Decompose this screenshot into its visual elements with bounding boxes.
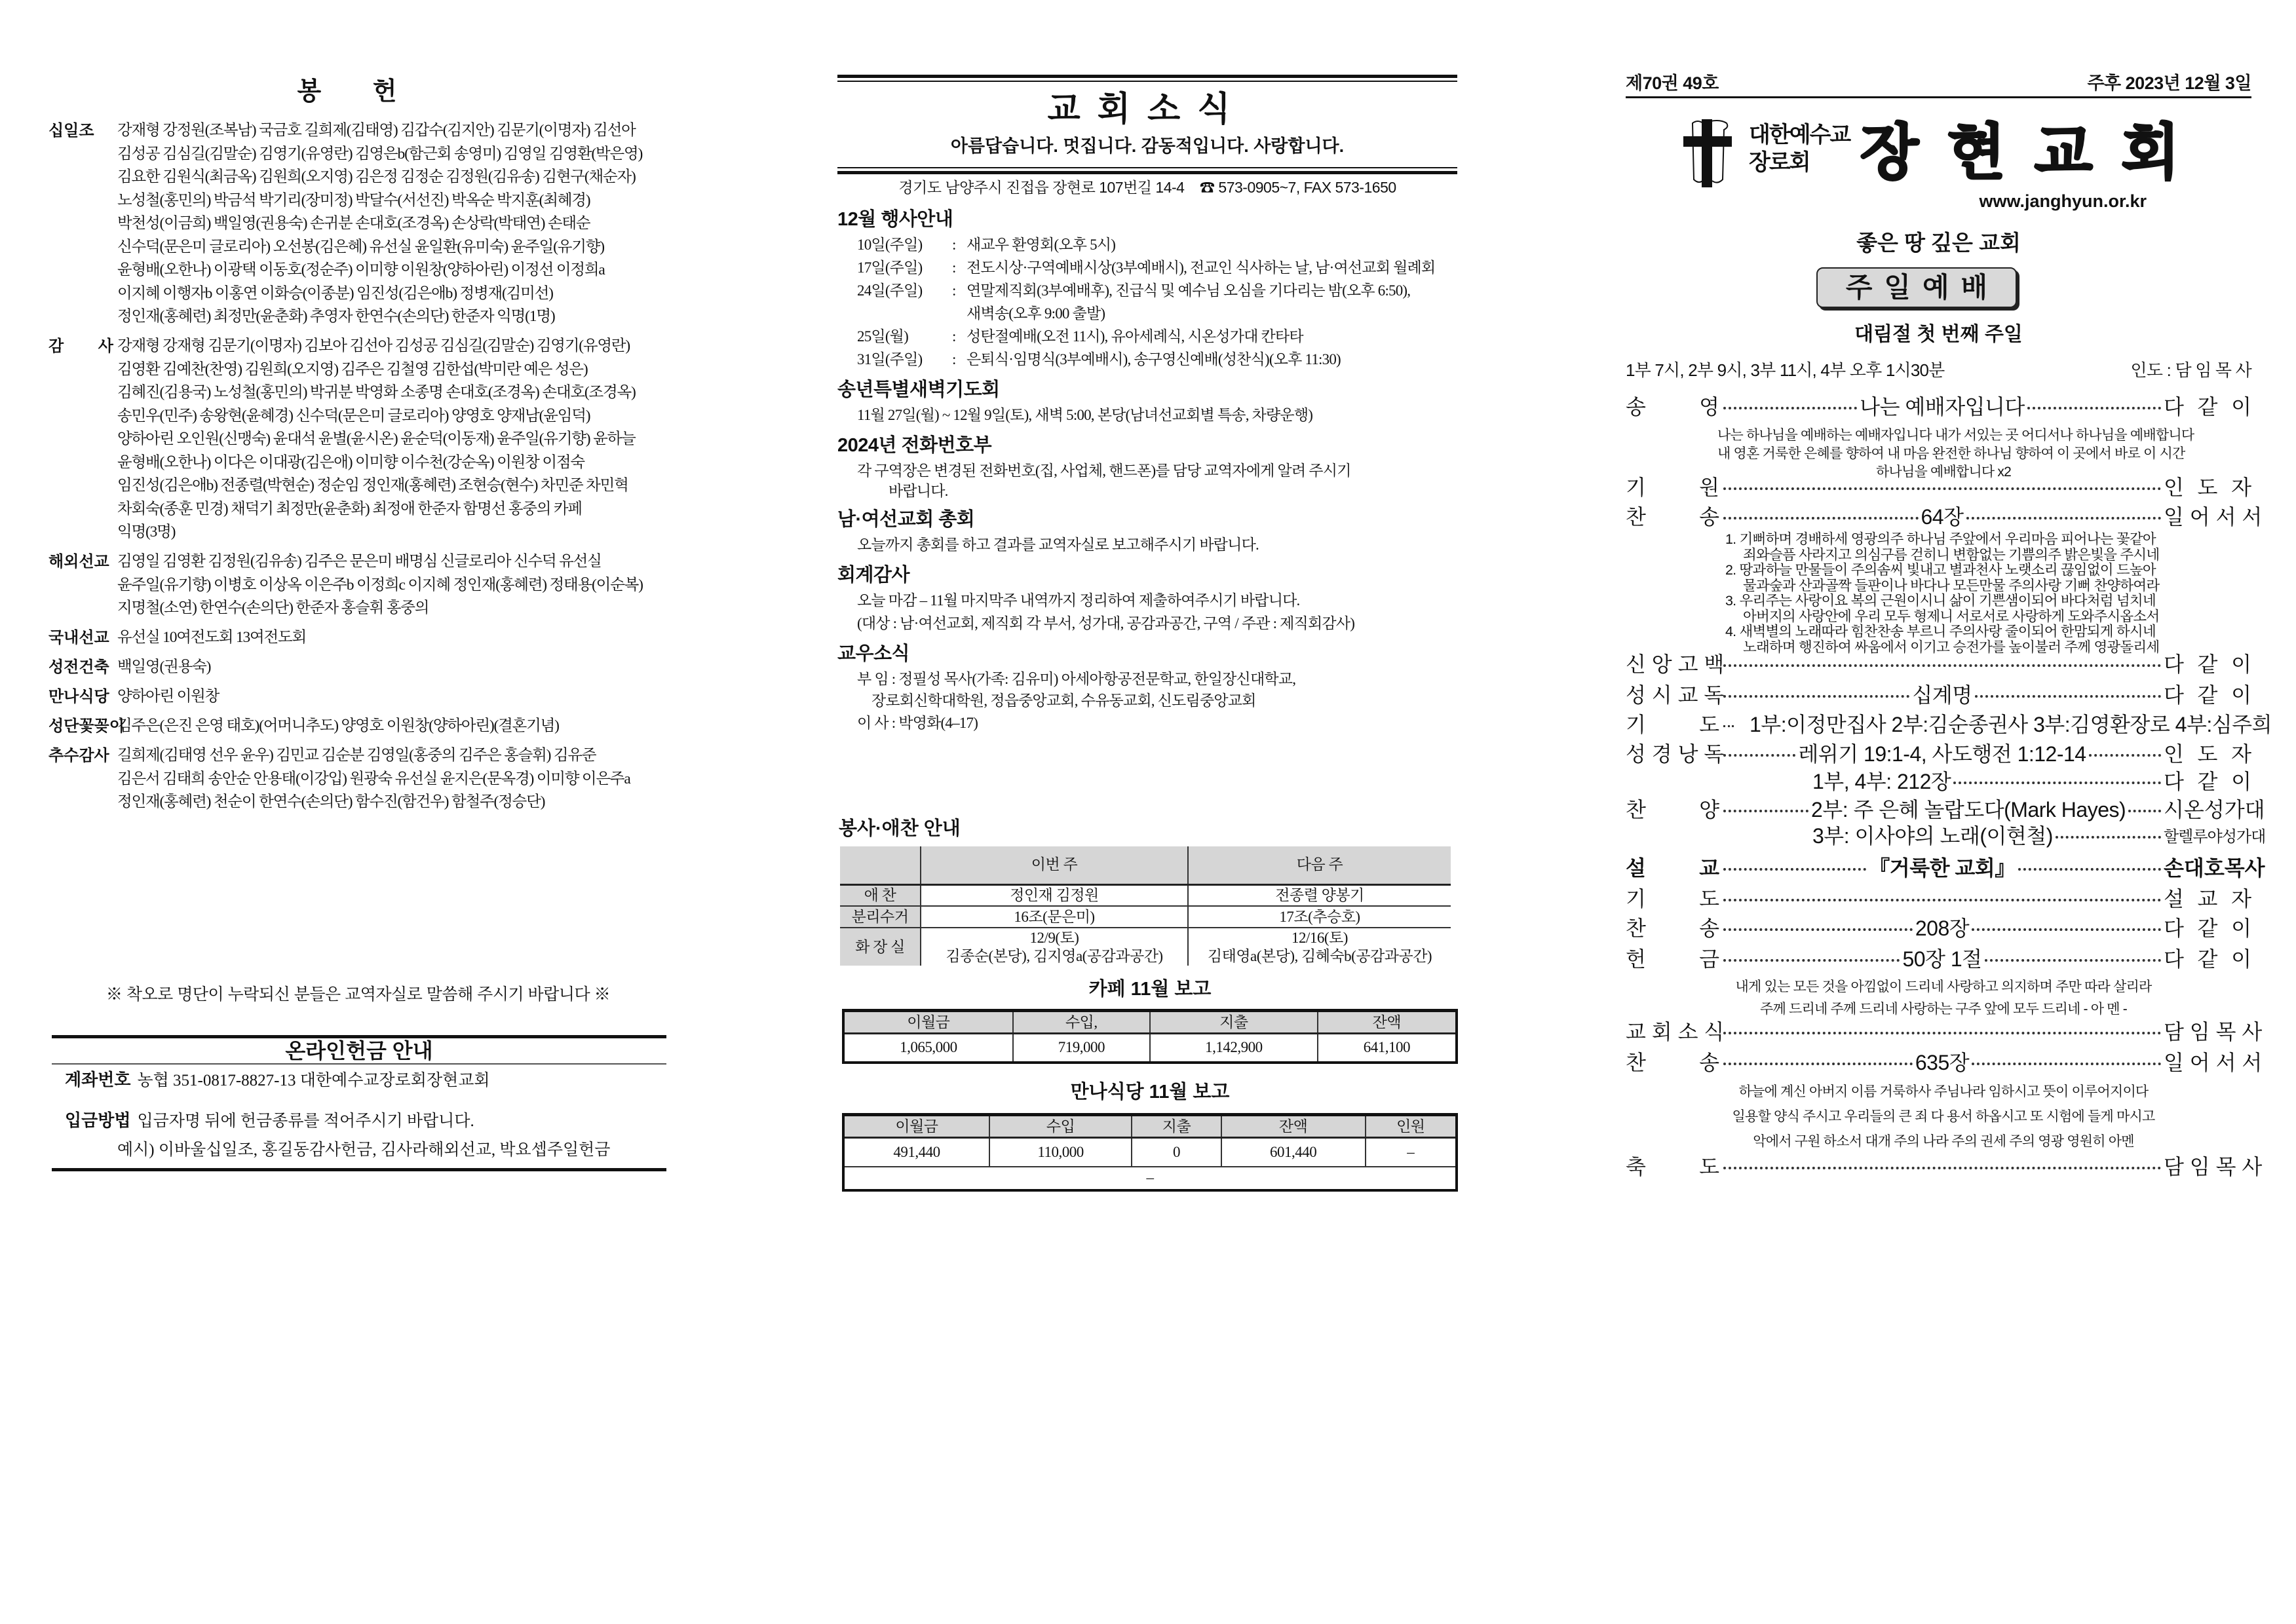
offerings-list [48, 119, 668, 814]
account-label: 계좌번호 [65, 1070, 131, 1089]
offering-category-label: 국내선교 [48, 629, 109, 647]
member-news-item: 장로회신학대학원, 정읍중앙교회, 수유동교회, 신도림중앙교회 [871, 692, 1256, 709]
offering-donors [117, 335, 668, 544]
report-header: 인원 [1366, 1115, 1457, 1138]
hymn-lyrics [1725, 532, 2177, 655]
event-item [837, 348, 1457, 371]
donor-line: 박천성(이금희) 백일영(권용숙) 손귀분 손대호(조경옥) 손상락(박태연) 손태순 [117, 215, 590, 232]
audit-heading: 회계감사 [837, 565, 910, 586]
church-logo [1678, 113, 2209, 195]
offering-donors [117, 656, 668, 679]
church-website-link[interactable]: www.janghyun.or.kr [1979, 191, 2147, 211]
worship-item-leader: 인 도 자 [2164, 742, 2251, 766]
offering-category [48, 626, 668, 650]
church-phone: ☎ 573-0905~7, FAX 573-1650 [1200, 179, 1396, 196]
dotted-leader [1723, 959, 1900, 962]
worship-item-detail [1721, 765, 2164, 795]
service-assignee-cell [921, 928, 1188, 966]
dotted-leader [1953, 782, 2161, 784]
donor-line: 김영일 김영환 김정원(김유송) 김주은 문은미 배명심 신글로리아 신수덕 유선실 [117, 553, 602, 570]
audit-note: (대상 : 남·여선교회, 제직회 각 부서, 성가대, 공감과공간, 구역 / 주관 : 제직회감사) [857, 615, 1355, 632]
donor-line: 강재형 강재형 김문기(이명자) 김보아 김선아 김성공 김심길(김말순) 김영기(유영란) [117, 337, 630, 354]
dotted-leader [1723, 695, 1909, 698]
worship-order-item [1626, 883, 2251, 912]
logo-church-name: 장현교회 [1860, 119, 2209, 186]
event-date: 25일(월) [857, 328, 908, 345]
hymn-verse-line: 1. 기뻐하며 경배하세 영광의주 하나님 주앞에서 우리마음 피어나는 꽃같아 [1725, 531, 2156, 547]
service-name-badge: 주일예배 [1816, 267, 2017, 308]
offering-category [48, 715, 668, 738]
worship-item-detail [1721, 708, 2272, 738]
donor-line: 백일영(권용숙) [117, 658, 211, 675]
service-table-header: 다음 주 [1188, 846, 1451, 884]
account-number: 농협 351-0817-8827-13 대한예수교장로회장현교회 [137, 1072, 490, 1089]
cafe-report-title: 카페 11월 보고 [1088, 979, 1212, 1000]
manna-report-table [842, 1113, 1458, 1192]
hymn-verse-line: 아버지의 사랑안에 우리 모두 형제니 서로서로 사랑하게 도와주시옵소서 [1743, 608, 2160, 624]
worship-order-item [1626, 738, 2251, 767]
event-text: 전도시상·구역예배시상(3부예배시), 전교인 식사하는 날, 남·여선교회 월례회 [966, 259, 1436, 276]
dawn-prayer-heading: 송년특별새벽기도회 [837, 379, 1000, 400]
worship-item-leader: 다 같 이 [2164, 947, 2251, 971]
worship-item-leader: 다 같 이 [2164, 683, 2251, 707]
worship-item-label: 기 도 [1626, 887, 1719, 911]
report-header: 지출 [1132, 1115, 1221, 1138]
worship-item-leader: 설 교 자 [2164, 887, 2251, 911]
divider [837, 167, 1457, 168]
worship-order-item [1626, 501, 2263, 530]
worship-item-leader: 담 임 목 사 [2164, 1020, 2263, 1044]
offering-category [48, 119, 668, 329]
worship-order-section [1626, 0, 2272, 1624]
worship-item-leader: 할렐루야성가대 [2164, 827, 2266, 846]
worship-item-detail [1721, 894, 2164, 901]
lyrics-line: 하늘에 계신 아버지 이름 거룩하사 주님나라 임하시고 뜻이 이루어지이다 [1738, 1084, 2149, 1099]
worship-item-detail [1721, 500, 2164, 531]
worship-item-label: 성 경 낭 독 [1626, 742, 1725, 766]
offering-category-label: 십일조 [48, 122, 94, 140]
donor-line: 김성공 김심길(김말순) 김영기(유영란) 김영은b(함근회 송영미) 김영일 김영환(박은영) [117, 145, 643, 162]
donor-line: 노성철(홍민의) 박금석 박기리(장미정) 박달수(서선진) 박옥순 박지훈(최혜경) [117, 191, 590, 209]
divider [52, 1063, 666, 1065]
donor-line: 윤형배(오한나) 이광택 이동호(정순주) 이미향 이원창(양하아린) 이정선 이정희a [117, 261, 605, 278]
service-times-row [1626, 357, 2251, 381]
donor-line: 양하아린 오인원(신맹숙) 윤대석 윤별(윤시온) 윤순덕(이동재) 윤주일(유기향) 윤하늘 [117, 430, 636, 447]
worship-item-detail [1721, 659, 2164, 667]
service-table-row [840, 906, 1451, 928]
donor-line: 익명(3명) [117, 523, 176, 540]
offering-donors [117, 744, 668, 814]
worship-item-detail [1721, 1046, 2164, 1076]
worship-item-label: 기 원 [1626, 476, 1719, 499]
lyrics-line: 주께 드리네 주께 드리네 사랑하는 구주 앞에 모두 드리네 - 아 멘 - [1760, 1002, 2127, 1017]
dotted-leader [1985, 959, 2161, 962]
donor-line: 정인재(홍혜련) 최정만(윤춘화) 추영자 한연수(손의단) 한준자 익명(1명) [117, 308, 555, 325]
event-text: 성탄절예배(오전 11시), 유아세례식, 시온성가대 칸타타 [966, 328, 1303, 345]
offering-category-label: 추수감사 [48, 747, 109, 765]
divider [52, 1168, 666, 1171]
report-value: 641,100 [1318, 1034, 1457, 1063]
offering-donors [117, 550, 668, 620]
service-table-row [840, 928, 1451, 966]
offering-donors [117, 626, 668, 650]
lyrics-line: 일용할 양식 주시고 우리들의 큰 죄 다 용서 하옵시고 또 시험에 들게 마시고 [1732, 1109, 2155, 1124]
dotted-leader [1972, 928, 2161, 931]
separator: : [952, 351, 956, 368]
report-header: 이월금 [843, 1011, 1013, 1034]
offering-donors [117, 715, 668, 738]
dawn-prayer-text: 11월 27일(월) ~ 12월 9일(토), 새벽 5:00, 본당(남녀선교회별 특송, 차량운행) [857, 407, 1313, 423]
event-text-cont: 새벽송(오후 9:00 출발) [966, 305, 1105, 322]
worship-item-title: 64장 [1921, 505, 1964, 529]
service-role-label: 화 장 실 [840, 928, 921, 966]
donor-line: 길희제(김태영 선우 윤우) 김민교 김순분 김영일(홍중의 김주은 홍슬휘) 김유준 [117, 747, 596, 764]
worship-item-detail [1721, 390, 2164, 421]
report-value: 1,065,000 [843, 1034, 1013, 1063]
offerings-title: 봉 헌 [297, 78, 419, 105]
lyrics-line: 악에서 구원 하소서 대개 주의 나라 주의 권세 주의 영광 영원히 아멘 [1753, 1134, 2134, 1149]
donor-line: 강재형 강정원(조복남) 국금호 길희제(김태영) 김갑수(김지안) 김문기(이명자) 김선아 [117, 122, 636, 139]
worship-item-leader: 다 같 이 [2164, 916, 2251, 940]
service-table [840, 846, 1451, 966]
service-assignee: 12/16(토) [1292, 929, 1348, 946]
worship-item-label: 찬 양 [1626, 798, 1719, 821]
donor-line: 김영환 김예찬(찬영) 김원희(오지영) 김주은 김철영 김한섭(박미란 예은 성은) [117, 360, 588, 378]
worship-item-detail [1721, 482, 2164, 490]
method-text: 입금자명 뒤에 헌금종류를 적어주시기 바랍니다. [137, 1112, 474, 1130]
donor-line: 윤주일(유기향) 이병호 이상옥 이은주b 이정희c 이지혜 정인재(홍혜련) 정태용(이순복) [117, 576, 643, 594]
service-assignee-cell [1188, 884, 1451, 906]
worship-item-title: 나는 예배자입니다 [1860, 395, 2025, 419]
dotted-leader [1723, 899, 2161, 901]
donor-line: 송민우(민주) 송왕현(윤혜경) 신수덕(문은미 글로리아) 양영호 양재남(윤임덕) [117, 407, 590, 425]
dotted-leader [1723, 1032, 2161, 1034]
method-label: 입금방법 [65, 1110, 131, 1130]
worship-order-item [1626, 1047, 2263, 1076]
church-address: 경기도 남양주시 진접읍 장현로 107번길 14-4 [898, 179, 1185, 196]
donor-line: 신수덕(문은미 글로리아) 오선봉(김은혜) 유선실 윤일환(유미숙) 윤주일(유기향) [117, 238, 604, 255]
service-assignee: 김종순(본당), 김지영a(공감과공간) [946, 947, 1163, 964]
dotted-leader [1723, 725, 1734, 727]
worship-item-leader: 담 임 목 사 [2164, 1155, 2263, 1179]
member-news-heading: 교우소식 [837, 643, 910, 664]
dotted-leader [2056, 836, 2161, 839]
event-text: 연말제직회(3부예배후), 진급식 및 예수님 오심을 기다리는 밤(오후 6:50), [966, 282, 1411, 299]
dotted-leader [1972, 1063, 2161, 1065]
member-news-item: 이 사 : 박영화(4–17) [857, 715, 978, 731]
service-assignee: 12/9(토) [1029, 929, 1079, 946]
worship-item-text: 1부, 4부: 212장 [1812, 770, 1951, 793]
event-item [837, 325, 1457, 348]
report-header: 수입 [989, 1115, 1132, 1138]
hymn-verse-line: 2. 땅과하늘 만물들이 주의솜씨 빛내고 별과천사 노랫소리 끊임없이 드높아 [1725, 562, 2156, 578]
donor-line: 지명철(소연) 한연수(손의단) 한준자 홍슬휘 홍중의 [117, 599, 429, 616]
worship-order-item [1626, 709, 2272, 738]
bulletin-header [1626, 69, 2251, 98]
offering-category-label: 만나식당 [48, 688, 109, 706]
manna-report-title: 만나식당 11월 보고 [1070, 1082, 1230, 1103]
donor-line: 정인재(홍혜련) 천순이 한연수(손의단) 함수진(함건우) 함철주(정승단) [117, 793, 545, 810]
assembly-heading: 남·여선교회 총회 [837, 509, 975, 530]
report-value: 0 [1132, 1138, 1221, 1167]
dotted-leader [1966, 517, 2162, 519]
dotted-leader [1723, 928, 1913, 931]
report-value: 110,000 [989, 1138, 1132, 1167]
dotted-leader [1723, 810, 1808, 812]
service-role-label: 애 찬 [840, 884, 921, 906]
manna-note: – [843, 1167, 1457, 1190]
offering-category [48, 335, 668, 544]
service-assignee: 전종렬 양봉기 [1275, 886, 1364, 903]
worship-item-title: 레위기 19:1-4, 사도행전 1:12-14 [1798, 742, 2086, 766]
service-times: 1부 7시, 2부 9시, 3부 11시, 4부 오후 1시30분 [1626, 360, 1945, 380]
report-header: 잔액 [1318, 1011, 1457, 1034]
donor-line: 이지혜 이행자b 이홍연 이화승(이종분) 임진성(김은애b) 정병재(김미선) [117, 284, 553, 302]
worship-item-detail [1721, 820, 2164, 850]
event-item [837, 279, 1457, 302]
worship-item-leader: 다 같 이 [2164, 770, 2251, 793]
worship-order-item [1626, 679, 2251, 708]
service-table-header [840, 846, 921, 884]
offering-donors [117, 685, 668, 709]
offering-category [48, 550, 668, 620]
service-table-header: 이번 주 [921, 846, 1188, 884]
report-header: 수입, [1013, 1011, 1150, 1034]
worship-order-item [1626, 391, 2251, 420]
hymn-verse-line: 죄와슬픔 사라지고 의심구름 걷히니 변함없는 기쁨의주 밝은빛을 주시네 [1743, 546, 2160, 563]
worship-item-title: 『거룩한 교회』 [1869, 856, 2016, 880]
report-header: 이월금 [843, 1115, 989, 1138]
worship-item-label: 찬 송 [1626, 505, 1719, 529]
worship-item-detail [1721, 852, 2164, 882]
bulletin-date: 주후 2023년 12월 3일 [2087, 73, 2251, 93]
cross-scroll-icon [1678, 117, 1737, 189]
worship-item-title: 635장 [1915, 1051, 1970, 1074]
worship-item-detail [1721, 912, 2164, 942]
worship-item-leader: 다 같 이 [2164, 395, 2251, 419]
dotted-leader [1723, 754, 1795, 757]
divider [837, 81, 1457, 82]
news-title: 교회소식 [1047, 90, 1248, 128]
service-role-label: 분리수거 [840, 906, 921, 928]
worship-order-item [1626, 649, 2251, 677]
dotted-leader [1723, 1167, 2161, 1169]
phonebook-text-cont: 바랍니다. [889, 483, 948, 499]
report-value: 491,440 [843, 1138, 989, 1167]
dotted-leader [1723, 487, 2161, 490]
report-value: 1,142,900 [1150, 1034, 1318, 1063]
phonebook-text: 각 구역장은 변경된 전화번호(집, 사업체, 핸드폰)를 담당 교역자에게 알려 주시기 [857, 463, 1351, 479]
lyrics-line: 하나님을 예배합니다 x2 [1875, 464, 2012, 480]
worship-item-label: 송 영 [1626, 395, 1719, 419]
lyrics-line: 내 영혼 거룩한 은혜를 향하여 내 마음 완전한 하나님 향하여 이 곳에서 바로 이 시간 [1717, 446, 2185, 461]
donor-line: 김주은(은진 은영 태호)(어머니추도) 양영호 이원창(양하아린)(결혼기념) [117, 717, 559, 734]
worship-item-title: 십계명 [1912, 683, 1972, 707]
service-assignee: 정인재 김정원 [1010, 886, 1099, 903]
hymn-verse-line: 3. 우리주는 사랑이요 복의 근원이시니 삶이 기쁜샘이되어 바다처럼 넘치네 [1725, 593, 2156, 609]
event-text: 새교우 환영회(오후 5시) [966, 236, 1116, 253]
dotted-leader [1723, 517, 1919, 519]
church-address-line [837, 174, 1457, 200]
donor-line: 양하아린 이원창 [117, 688, 220, 705]
event-date: 17일(주일) [857, 259, 923, 276]
dotted-leader [1723, 407, 1857, 409]
volume-number: 제70권 49호 [1626, 73, 1719, 93]
donor-line: 윤형배(오한나) 이다은 이대광(김은애) 이미향 이수천(강순옥) 이원창 이점숙 [117, 453, 584, 471]
worship-item-title: 208장 [1915, 916, 1970, 940]
service-table-title: 봉사·애찬 안내 [839, 818, 961, 839]
divider [1626, 96, 2251, 98]
event-item [837, 233, 1457, 256]
service-table-row [840, 884, 1451, 906]
service-assignee-cell [1188, 906, 1451, 928]
offering-category [48, 744, 668, 814]
event-date: 10일(주일) [857, 236, 923, 253]
church-motto: 좋은 땅 깊은 교회 [1856, 231, 2021, 255]
worship-item-leader: 일 어 서 서 [2164, 1051, 2263, 1074]
donor-line: 유선실 10여전도회 13여전도회 [117, 629, 307, 646]
worship-order-item [1626, 794, 2265, 823]
donor-line: 김요한 김원식(최금옥) 김원희(오지영) 김은정 김정순 김정원(김유송) 김현구(채순자) [117, 168, 636, 185]
dotted-leader [1723, 664, 2161, 667]
donor-line: 차회숙(종훈 민경) 채덕기 최정만(윤춘화) 최정애 한준자 함명선 홍중의 카페 [117, 500, 582, 518]
worship-item-label: 교 회 소 식 [1626, 1020, 1725, 1044]
worship-item-leader: 일 어 서 서 [2164, 505, 2263, 529]
worship-item-detail [1721, 1027, 2164, 1034]
assembly-text: 오늘까지 총회를 하고 결과를 교역자실로 보고해주시기 바랍니다. [857, 537, 1259, 553]
worship-order-item [1626, 472, 2251, 500]
offering-category [48, 656, 668, 679]
hymn-verse-line: 노래하며 행진하여 싸움에서 이기고 승전가를 높이불러 주께 영광돌리세 [1743, 639, 2160, 655]
worship-order-item [1626, 943, 2251, 972]
worship-item-leader: 다 같 이 [2164, 652, 2251, 676]
worship-item-label: 성 시 교 독 [1626, 683, 1725, 707]
worship-item-text: 3부: 이사야의 노래(이현철) [1812, 824, 2053, 848]
worship-item-text: 1부:이정만집사 2부:김순종권사 3부:김영환장로 4부:심주희 [1750, 713, 2272, 736]
report-header: 지출 [1150, 1011, 1318, 1034]
phonebook-heading: 2024년 전화번호부 [837, 435, 992, 456]
worship-item-detail [1721, 679, 2164, 709]
event-item [837, 256, 1457, 279]
worship-item-label: 찬 송 [1626, 916, 1719, 940]
worship-item-label: 축 도 [1626, 1155, 1719, 1179]
report-value: 601,440 [1221, 1138, 1366, 1167]
worship-item-label: 신 앙 고 백 [1626, 652, 1725, 676]
dotted-leader [2089, 754, 2161, 757]
method-example: 예시) 이바울십일조, 홍길동감사헌금, 김사라해외선교, 박요셉주일헌금 [117, 1141, 611, 1159]
logo-denomination: 대한예수교 장로회 [1749, 123, 1850, 175]
lyrics-line: 나는 하나님을 예배하는 예배자입니다 내가 서있는 곳 어디서나 하나님을 예배합니다 [1717, 428, 2194, 443]
lyrics-line: 내게 있는 모든 것을 아낌없이 드리네 사랑하고 의지하며 주만 따라 살리라 [1735, 979, 2152, 994]
service-assignee: 김태영a(본당), 김혜숙b(공감과공간) [1207, 947, 1432, 964]
hymn-verse-line: 4. 새벽별의 노래따라 힘찬찬송 부르니 주의사랑 줄이되어 한맘되게 하시네 [1725, 624, 2156, 639]
worship-order-item [1626, 1151, 2263, 1180]
service-assignee: 17조(추승호) [1279, 908, 1360, 925]
worship-item-detail [1721, 738, 2164, 768]
separator: : [952, 282, 956, 299]
event-date: 31일(주일) [857, 351, 923, 368]
service-assignee: 16조(문은미) [1014, 908, 1095, 925]
dotted-leader [2128, 810, 2161, 812]
events-list [837, 233, 1457, 371]
dotted-leader [2018, 868, 2161, 871]
worship-item-label: 설 교 [1626, 856, 1719, 880]
service-leader: 인도 : 담 임 목 사 [2130, 360, 2251, 380]
separator: : [952, 236, 956, 253]
worship-item-leader: 시온성가대 [2164, 798, 2265, 821]
worship-item-detail [1721, 943, 2164, 973]
worship-order-item [1626, 913, 2251, 941]
audit-text: 오늘 마감 – 11월 마지막주 내역까지 정리하여 제출하여주시기 바랍니다. [857, 592, 1300, 609]
dotted-leader [1723, 1063, 1913, 1065]
dotted-leader [1723, 868, 1866, 871]
separator: : [952, 259, 956, 276]
divider [837, 75, 1457, 78]
worship-order-item [1626, 1016, 2263, 1045]
donor-line: 김혜진(김용국) 노성철(홍민의) 박귀분 박영화 소종명 손대호(조경옥) 손대호(조경옥) [117, 384, 636, 401]
service-assignee-cell [921, 884, 1188, 906]
news-subtitle: 아름답습니다. 멋집니다. 감동적입니다. 사랑합니다. [950, 136, 1345, 156]
service-assignee-cell [1188, 928, 1451, 966]
offering-category [48, 685, 668, 709]
donor-line: 임진성(김은애b) 전종렬(박현순) 정순임 정인재(홍혜련) 조현승(현수) 차민준 차민혁 [117, 477, 628, 494]
offering-category-label: 성단꽃꽂이 [48, 717, 124, 735]
offering-category-label: 해외선교 [48, 553, 109, 571]
event-text: 은퇴식·임명식(3부예배시), 송구영신예배(성찬식)(오후 11:30) [966, 351, 1341, 368]
report-value: 719,000 [1013, 1034, 1150, 1063]
liturgical-sunday: 대림절 첫 번째 주일 [1854, 324, 2023, 345]
worship-item-label: 헌 금 [1626, 947, 1719, 971]
worship-order-item [1626, 820, 2266, 849]
report-header: 잔액 [1221, 1115, 1366, 1138]
online-giving-title: 온라인헌금 안내 [285, 1039, 433, 1063]
worship-item-text: 2부: 주 은혜 놀랍도다(Mark Hayes) [1811, 798, 2126, 821]
offering-category-label: 감 사 [48, 337, 113, 355]
separator: : [952, 328, 956, 345]
cafe-report-table [842, 1009, 1458, 1064]
report-value: – [1366, 1138, 1457, 1167]
account-row [52, 1068, 666, 1092]
service-assignee-cell [921, 906, 1188, 928]
events-heading: 12월 행사안내 [837, 209, 953, 230]
worship-item-label: 기 도 [1626, 713, 1719, 736]
member-news-item: 부 임 : 정필성 목사(가족: 김유미) 아세아항공전문학교, 한일장신대학교, [857, 671, 1296, 687]
worship-order-item [1626, 766, 2251, 795]
online-giving-box [52, 1035, 666, 1171]
hymn-verse-line: 물과숲과 산과골짝 들판이나 바다나 모든만물 주의사랑 기뻐 찬양하여라 [1743, 577, 2160, 594]
worship-item-leader: 손대호목사 [2164, 856, 2265, 880]
donor-line: 김은서 김태희 송안순 안용태(이강입) 원광숙 유선실 윤지은(문옥경) 이미향 이은주a [117, 770, 630, 787]
method-row [52, 1109, 666, 1133]
offering-category-label: 성전건축 [48, 658, 109, 676]
dotted-leader [2027, 407, 2161, 409]
offering-donors [117, 119, 668, 329]
church-news-section [837, 75, 1457, 734]
dotted-leader [1975, 695, 2161, 698]
worship-order-item [1626, 852, 2265, 881]
worship-item-leader: 인 도 자 [2164, 476, 2251, 499]
offerings-section [48, 72, 668, 814]
worship-item-title: 50장 1절 [1902, 947, 1982, 971]
worship-item-detail [1721, 1161, 2164, 1169]
omission-notice: ※ 착오로 명단이 누락되신 분들은 교역자실로 말씀해 주시기 바랍니다 ※ [105, 985, 611, 1004]
worship-item-label: 찬 송 [1626, 1051, 1719, 1074]
event-date: 24일(주일) [857, 282, 923, 299]
